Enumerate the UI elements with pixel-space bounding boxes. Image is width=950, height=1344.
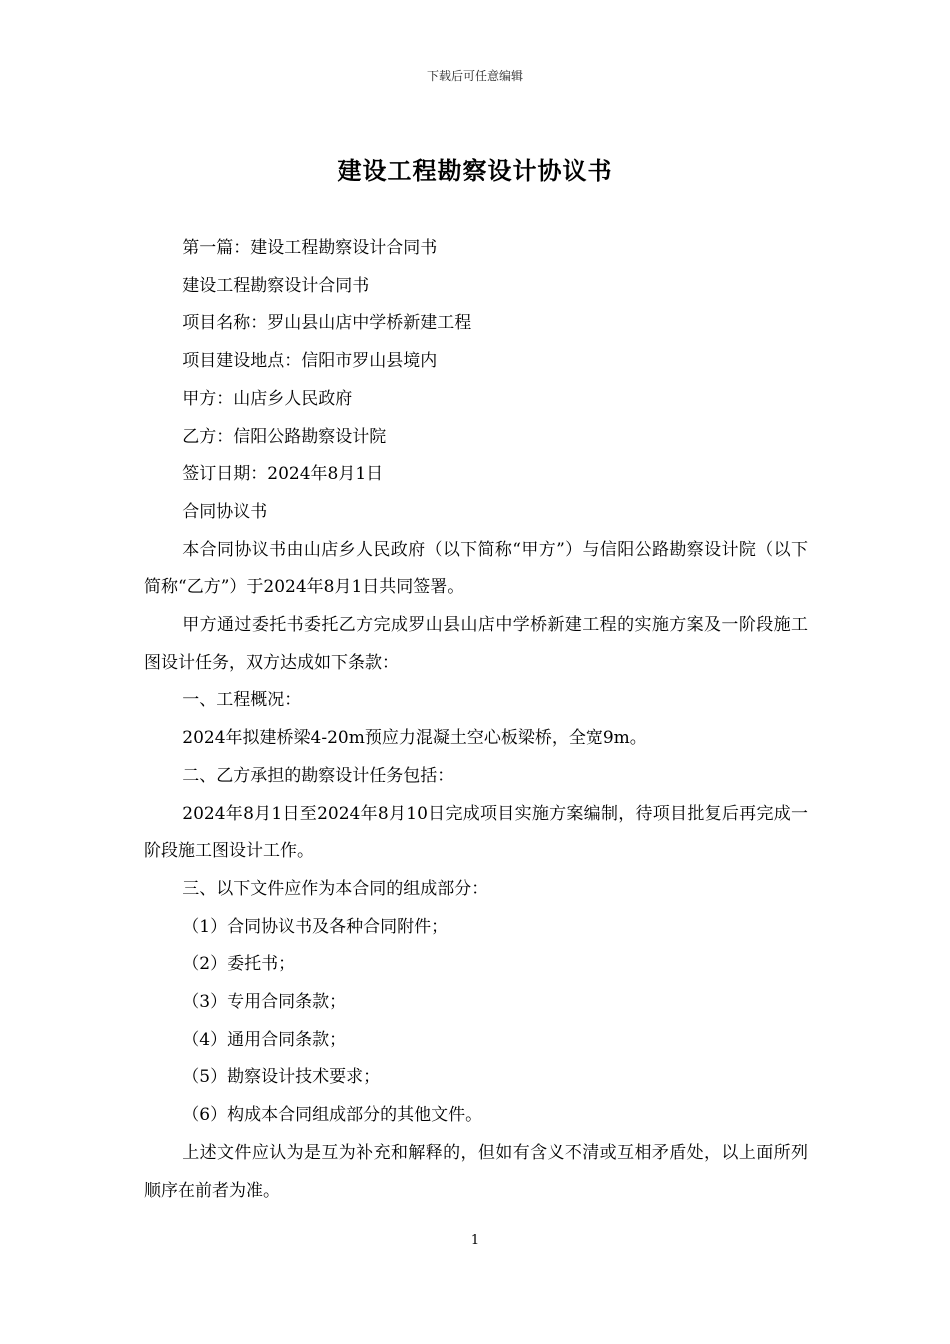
document-body bbox=[144, 230, 808, 1210]
paragraph: 本合同协议书由山店乡人民政府（以下简称“甲方”）与信阳公路勘察设计院（以下简称“乙方”）于2024年8月1日共同签署。 bbox=[144, 539, 808, 598]
paragraph: 项目名称：罗山县山店中学桥新建工程 bbox=[182, 313, 472, 334]
paragraph: 二、乙方承担的勘察设计任务包括： bbox=[182, 765, 455, 786]
paragraph: 2024年8月1日至2024年8月10日完成项目实施方案编制，待项目批复后再完成一阶段施工图设计工作。 bbox=[144, 803, 808, 862]
paragraph: 项目建设地点：信阳市罗山县境内 bbox=[182, 351, 438, 372]
paragraph: （2）委托书； bbox=[182, 954, 296, 975]
paragraph: （1）合同协议书及各种合同附件； bbox=[182, 916, 449, 937]
paragraph: （4）通用合同条款； bbox=[182, 1029, 347, 1050]
paragraph: （5）勘察设计技术要求； bbox=[182, 1067, 381, 1088]
paragraph: （6）构成本合同组成部分的其他文件。 bbox=[182, 1105, 483, 1126]
paragraph: 甲方：山店乡人民政府 bbox=[182, 388, 353, 409]
paragraph: 第一篇：建设工程勘察设计合同书 bbox=[182, 238, 438, 258]
paragraph: 建设工程勘察设计合同书 bbox=[182, 275, 370, 296]
paragraph: 2024年拟建桥梁4-20m预应力混凝土空心板梁桥，全宽9m。 bbox=[182, 728, 647, 749]
paragraph: （3）专用合同条款； bbox=[182, 992, 347, 1013]
paragraph: 乙方：信阳公路勘察设计院 bbox=[182, 426, 387, 447]
paragraph: 上述文件应认为是互为补充和解释的，但如有含义不清或互相矛盾处，以上面所列顺序在前者为准。 bbox=[144, 1142, 808, 1201]
page-number: 1 bbox=[470, 1233, 480, 1248]
paragraph: 三、以下文件应作为本合同的组成部分： bbox=[182, 878, 489, 899]
paragraph: 合同协议书 bbox=[182, 501, 268, 522]
paragraph: 一、工程概况： bbox=[182, 690, 302, 711]
header-note: 下载后可任意编辑 bbox=[426, 69, 523, 83]
paragraph: 甲方通过委托书委托乙方完成罗山县山店中学桥新建工程的实施方案及一阶段施工图设计任务，双方达成如下条款： bbox=[144, 615, 808, 673]
paragraph: 签订日期：2024年8月1日 bbox=[182, 464, 384, 485]
document-title: 建设工程勘察设计协议书 bbox=[337, 156, 613, 185]
